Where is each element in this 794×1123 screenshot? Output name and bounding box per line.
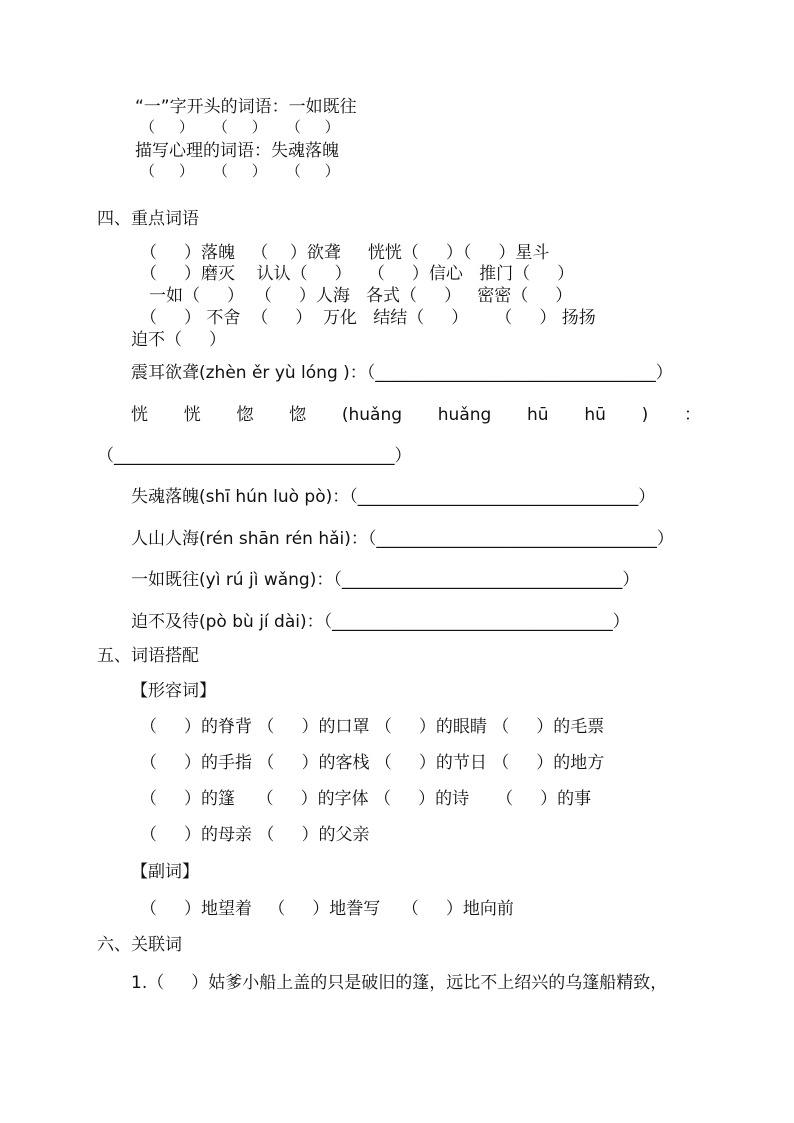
fill-row: 一如（ ） （ ）人海 各式（ ） 密密（ ） — [149, 286, 573, 306]
justified-token: ： — [683, 405, 701, 425]
psychology-words: 描写心理的词语：失魂落魄 — [135, 141, 339, 161]
justified-token: ) — [641, 405, 649, 425]
definition-item: 失魂落魄(shī hún luò pò)：（_________________________________） — [131, 487, 656, 507]
adverb-label: 【副词】 — [131, 862, 199, 882]
fill-row: 迫不（ ） — [131, 330, 227, 350]
justified-token: 恍 — [131, 405, 148, 425]
justified-token: huǎng — [437, 405, 492, 425]
justified-token: (huǎng — [341, 405, 403, 425]
section-heading: 六、关联词 — [97, 935, 182, 955]
collocation-row: （ ）地望着 （ ）地誊写 （ ）地向前 — [140, 899, 514, 919]
words-starting-with-yi: “一”字开头的词语：一如既往 — [135, 97, 357, 117]
justified-token: 恍 — [183, 405, 201, 425]
blank-row: （ ） （ ） （ ） — [140, 118, 340, 136]
justified-token: hū — [584, 405, 606, 425]
definition-item — [131, 407, 701, 424]
question-text: 1.（ ）姑爹小船上盖的只是破旧的篷，远比不上绍兴的乌篷船精致， — [131, 973, 668, 993]
definition-item: 一如既往(yì rú jì wǎng)：（_________________________________） — [131, 570, 640, 590]
definition-blank: （_________________________________） — [97, 446, 412, 466]
definition-item: 迫不及待(pò bù jí dài)：（_________________________________） — [131, 612, 630, 632]
blank-row: （ ） （ ） （ ） — [140, 162, 340, 180]
collocation-row: （ ）的篷 （ ）的字体 （ ）的诗 （ ）的事 — [140, 789, 592, 809]
fill-row: （ ）磨灭 认认（ ） （ ）信心 推门（ ） — [140, 264, 575, 284]
section-heading: 四、重点词语 — [97, 209, 199, 229]
justified-token: 惚 — [289, 405, 307, 425]
section-heading: 五、词语搭配 — [97, 646, 199, 666]
justified-token: 惚 — [236, 405, 254, 425]
collocation-row: （ ）的脊背 （ ）的口罩 （ ）的眼睛 （ ）的毛票 — [140, 717, 605, 737]
definition-item: 人山人海(rén shān rén hǎi)：（_________________________________） — [131, 529, 674, 549]
justified-token: hū — [527, 405, 549, 425]
fill-row: （ ）落魄 （ ）欲聋 恍恍（ ）（ ）星斗 — [140, 243, 550, 263]
definition-item: 震耳欲聋(zhèn ěr yù lóng )：（_________________________________） — [131, 363, 673, 383]
collocation-row: （ ）的手指 （ ）的客栈 （ ）的节日 （ ）的地方 — [140, 753, 605, 773]
collocation-row: （ ）的母亲 （ ）的父亲 — [140, 825, 370, 845]
adjective-label: 【形容词】 — [131, 681, 216, 701]
fill-row: （ ） 不舍 （ ） 万化 结结（ ） （ ） 扬扬 — [140, 308, 596, 328]
